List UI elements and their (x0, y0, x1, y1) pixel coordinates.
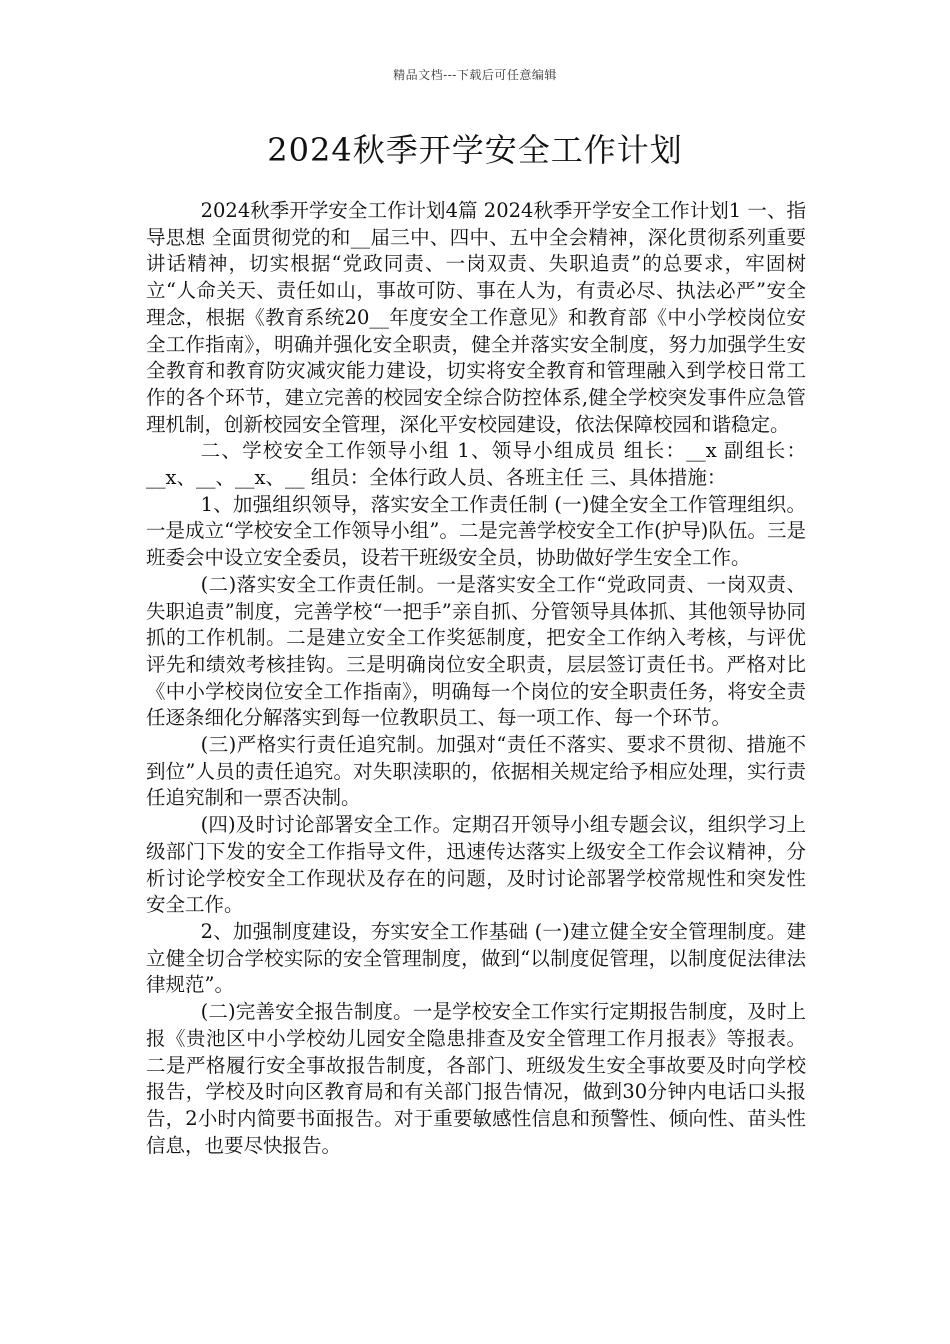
paragraph-5: (三)严格实行责任追究制。加强对“责任不落实、要求不贯彻、措施不到位”人员的责任追究。对失职渎职的，依据相关规定给予相应处理，实行责任追究制和一票否决制。 (146, 733, 806, 810)
paragraph-2: 二、学校安全工作领导小组 1、领导小组成员 组长：__x 副组长：__x、__、__x、__ 组员：全体行政人员、各班主任 三、具体措施： (146, 439, 806, 490)
paragraph-4: (二)落实安全工作责任制。一是落实安全工作“党政同责、一岗双责、失职追责”制度，完善学校“一把手”亲自抓、分管领导具体抓、其他领导协同抓的工作机制。二是建立安全工作奖惩制度，把安全工作纳入考核，与评优评先和绩效考核挂钩。三是明确岗位安全职责，层层签订责任书。严格对比《中小学校岗位安全工作指南》，明确每一个岗位的安全职责任务，将安全责任逐条细化分解落实到每一位教职员工、每一项工作、每一个环节。 (146, 572, 806, 730)
document-title: 2024秋季开学安全工作计划 (267, 131, 683, 169)
document-body (146, 198, 806, 1159)
paragraph-1: 2024秋季开学安全工作计划4篇 2024秋季开学安全工作计划1 一、指导思想 全面贯彻党的和__届三中、四中、五中全会精神，深化贯彻系列重要讲话精神，切实根据“党政同责、一岗双责、失职追责”的总要求，牢固树立“人命关天、责任如山，事故可防、事在人为，有责必尽、执法必严”安全理念，根据《教育系统20__年度安全工作意见》和教育部《中小学校岗位安全工作指南》，明确并强化安全职责，健全并落实安全制度，努力加强学生安全教育和教育防灾减灾能力建设，切实将安全教育和管理融入到学校日常工作的各个环节，建立完善的校园安全综合防控体系,健全学校突发事件应急管理机制，创新校园安全管理，深化平安校园建设，依法保障校园和谐稳定。 (146, 199, 806, 436)
paragraph-7: 2、加强制度建设，夯实安全工作基础 (一)建立健全安全管理制度。建立健全切合学校实际的安全管理制度，做到“以制度促管理，以制度促法律法律规范”。 (146, 919, 806, 997)
paragraph-3: 1、加强组织领导，落实安全工作责任制 (一)健全安全工作管理组织。一是成立“学校安全工作领导小组”。二是完善学校安全工作(护导)队伍。三是班委会中设立安全委员，设若干班级安全员，协助做好学生安全工作。 (146, 492, 806, 570)
paragraph-6: (四)及时讨论部署安全工作。定期召开领导小组专题会议，组织学习上级部门下发的安全工作指导文件，迅速传达落实上级安全工作会议精神，分析讨论学校安全工作现状及存在的问题，及时讨论部署学校常规性和突发性安全工作。 (146, 813, 806, 917)
paragraph-8: (二)完善安全报告制度。一是学校安全工作实行定期报告制度，及时上报《贵池区中小学校幼儿园安全隐患排查及安全管理工作月报表》等报表。二是严格履行安全事故报告制度，各部门、班级发生安全事故要及时向学校报告，学校及时向区教育局和有关部门报告情况，做到30分钟内电话口头报告，2小时内简要书面报告。对于重要敏感性信息和预警性、倾向性、苗头性信息，也要尽快报告。 (146, 1000, 806, 1157)
header-note: 精品文档---下载后可任意编辑 (393, 68, 557, 82)
